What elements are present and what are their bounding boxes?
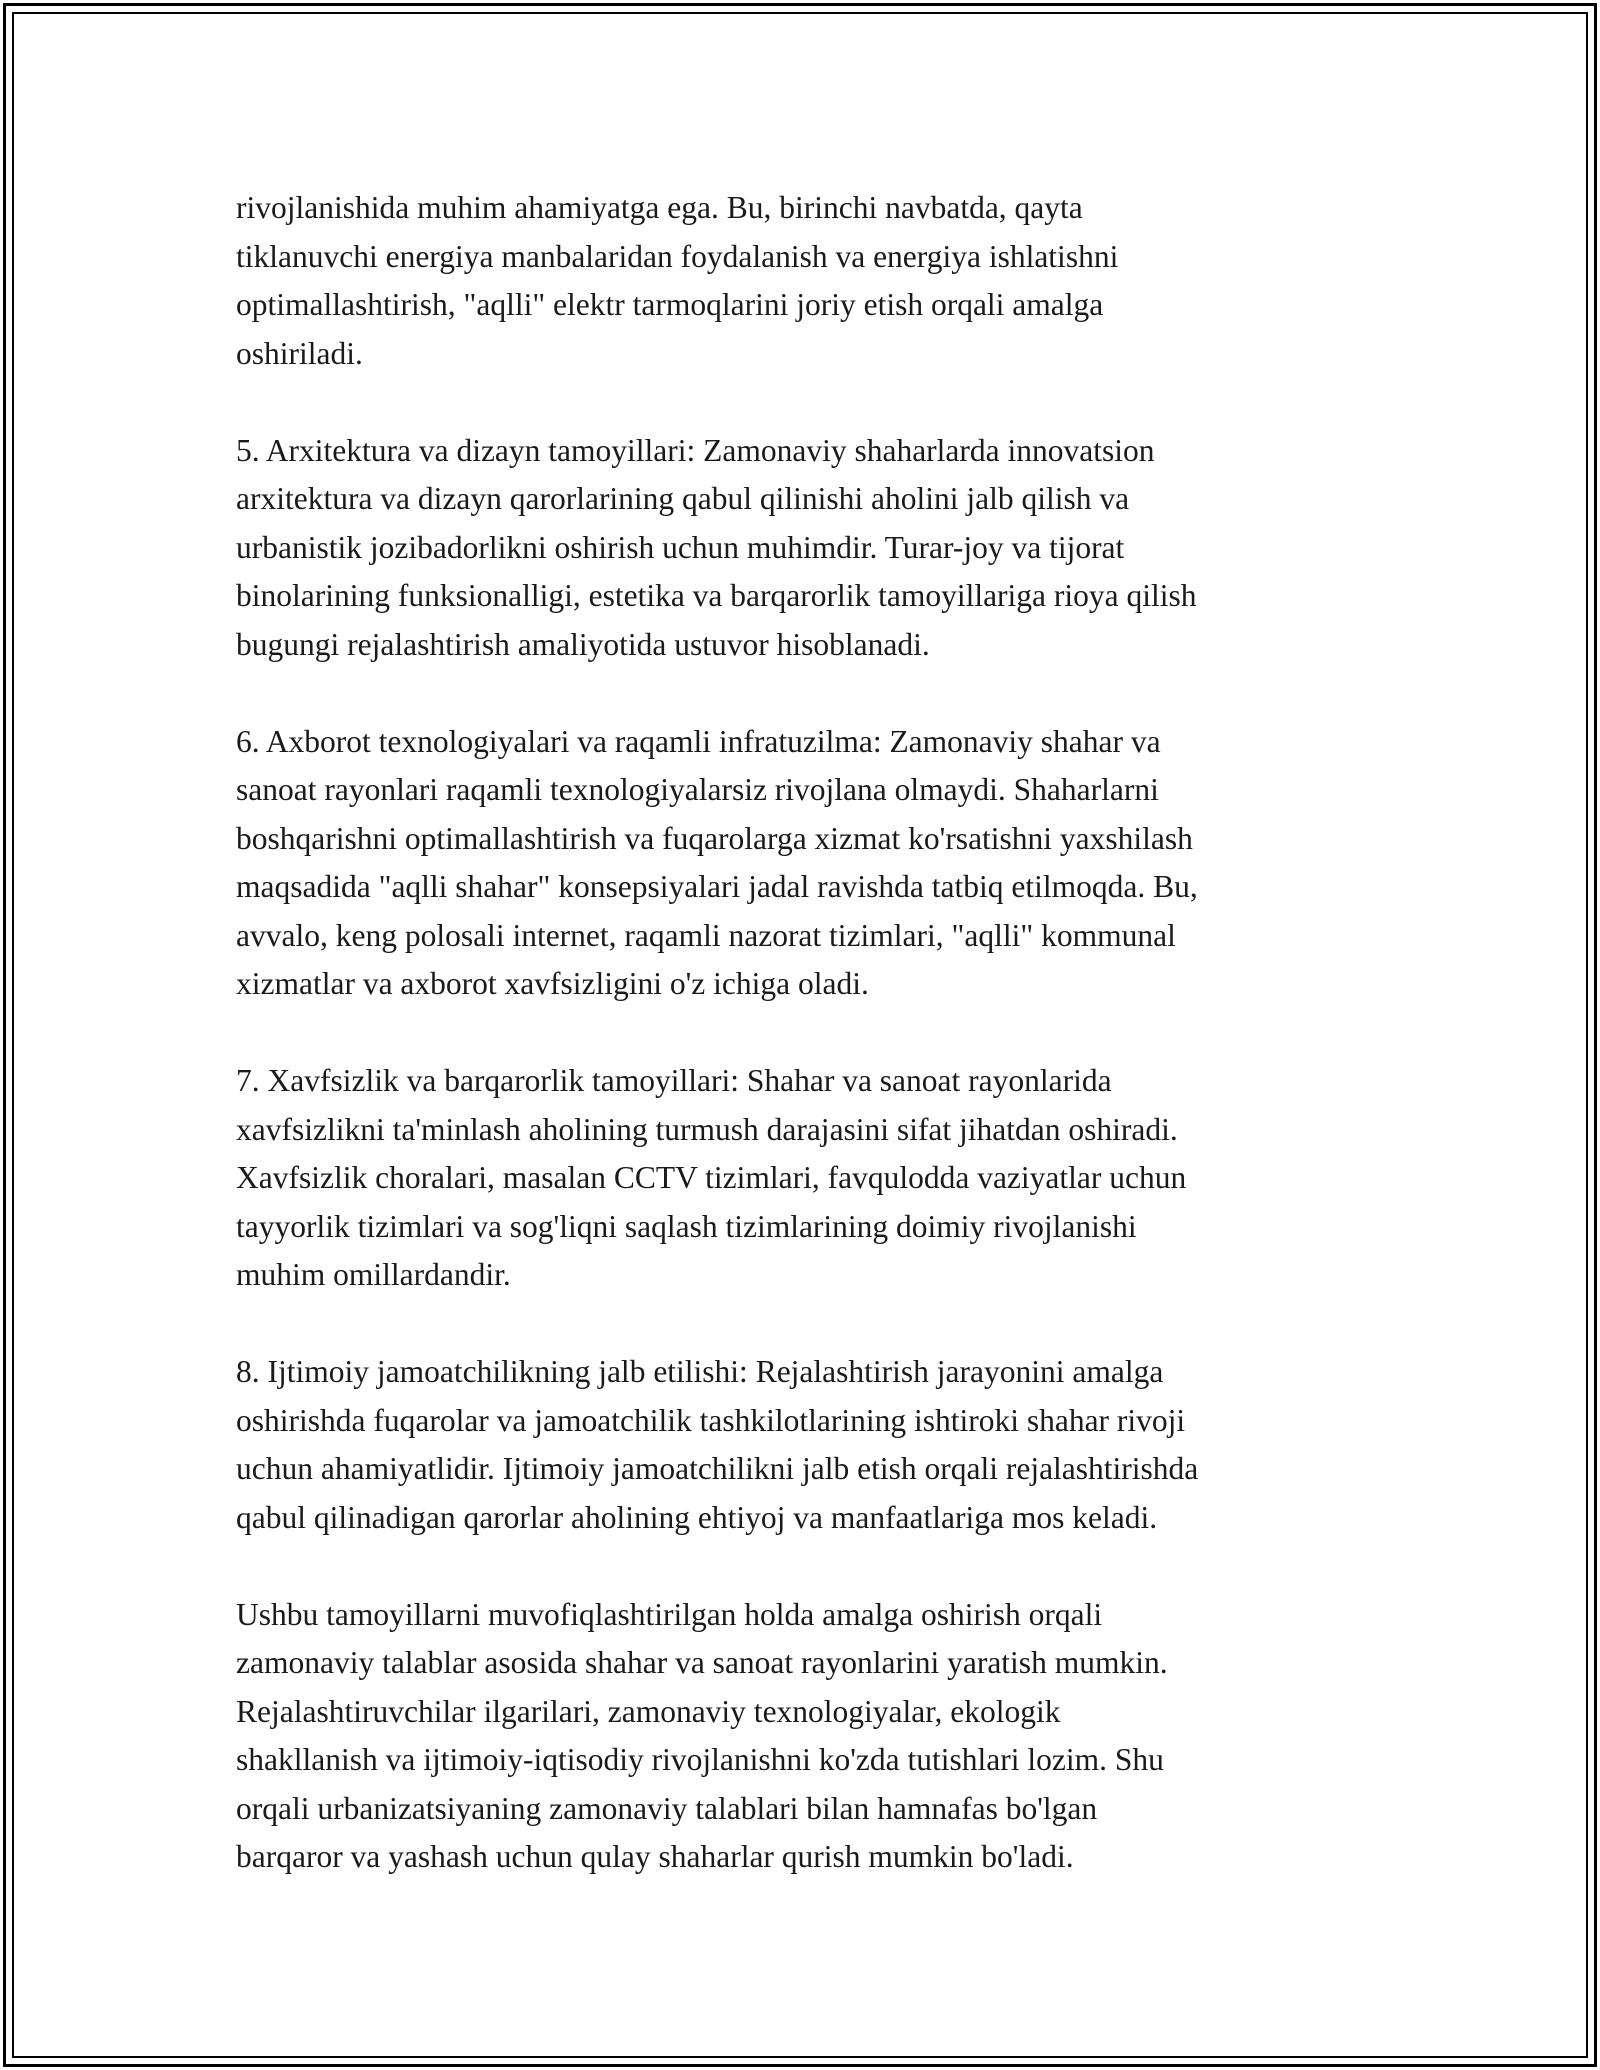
paragraph-energy-continuation: rivojlanishida muhim ahamiyatga ega. Bu, birinchi navbatda, qayta tiklanuvchi energiya manbalaridan foydalanish va energiya ishlatishni optimallashtirish, "aqlli" elektr tarmoqlarini joriy etish orqali amalga oshiriladi.: [236, 190, 1119, 371]
paragraph-it-digital-infrastructure: 6. Axborot texnologiyalari va raqamli infratuzilma: Zamonaviy shahar va sanoat rayonlari raqamli texnologiyalarsiz rivojlana olmaydi. Shaharlarni boshqarishni optimallashtirish va fuqarolarga xizmat ko'rsatishni yaxshilash maqsadida "aqlli shahar" konsepsiyalari jadal ravishda tatbiq etilmoqda. Bu, avvalo, keng polosali internet, raqamli nazorat tizimlari, "aqlli" kommunal xizmatlar va axborot xavfsizligini o'z ichiga oladi.: [236, 723, 1198, 1001]
paragraph-safety-sustainability: 7. Xavfsizlik va barqarorlik tamoyillari: Shahar va sanoat rayonlarida xavfsizlikni ta'minlash aholining turmush darajasini sifat jihatdan oshiradi. Xavfsizlik choralari, masalan CCTV tizimlari, favqulodda vaziyatlar uchun tayyorlik tizimlari va sog'liqni saqlash tizimlarining doimiy rivojlanishi muhim omillardandir.: [236, 1063, 1187, 1292]
paragraph-conclusion: Ushbu tamoyillarni muvofiqlashtirilgan holda amalga oshirish orqali zamonaviy talablar asosida shahar va sanoat rayonlarini yaratish mumkin. Rejalashtiruvchilar ilgarilari, zamonaviy texnologiyalar, ekologik shakllanish va ijtimoiy-iqtisodiy rivojlanishni ko'zda tutishlari lozim. Shu orqali urbanizatsiyaning zamonaviy talablari bilan hamnafas bo'lgan barqaror va yashash uchun qulay shaharlar qurish mumkin bo'ladi.: [236, 1596, 1168, 1874]
document-body: [236, 184, 1370, 1930]
paragraph-public-engagement: 8. Ijtimoiy jamoatchilikning jalb etilishi: Rejalashtirish jarayonini amalga oshirishda fuqarolar va jamoatchilik tashkilotlarining ishtiroki shahar rivoji uchun ahamiyatlidir. Ijtimoiy jamoatchilikni jalb etish orqali rejalashtirishda qabul qilinadigan qarorlar aholining ehtiyoj va manfaatlariga mos keladi.: [236, 1354, 1199, 1535]
paragraph-architecture-design: 5. Arxitektura va dizayn tamoyillari: Zamonaviy shaharlarda innovatsion arxitektura va dizayn qarorlarining qabul qilinishi aholini jalb qilish va urbanistik jozibadorlikni oshirish uchun muhimdir. Turar-joy va tijorat binolarining funksionalligi, estetika va barqarorlik tamoyillariga rioya qilish bugungi rejalashtirish amaliyotida ustuvor hisoblanadi.: [236, 432, 1197, 662]
